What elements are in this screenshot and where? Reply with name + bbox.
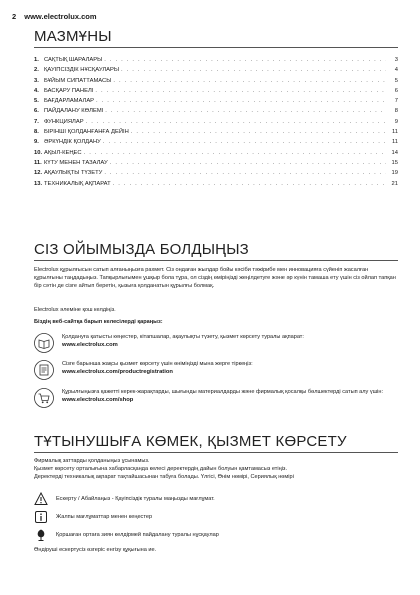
toc-item-page: 15: [391, 159, 398, 166]
toc-item-number: 7.: [34, 118, 39, 125]
header-site[interactable]: www.electrolux.com: [24, 12, 97, 21]
toc-leader-dots: [104, 170, 386, 176]
toc-item-number: 6.: [34, 108, 39, 115]
toc-item-page: 3: [394, 57, 398, 63]
toc-title: МАЗМҰНЫ: [34, 28, 112, 45]
toc-leader-dots: [113, 78, 386, 84]
book-icon: [34, 333, 54, 353]
toc-item-title: ПАЙДАЛАНУ КӨЛЕМІ: [44, 108, 104, 115]
toc-leader-dots: [121, 67, 386, 73]
registration-icon: [34, 360, 54, 380]
toc-item-page: 6: [394, 87, 398, 94]
toc-item-title: БҰЙЫМ СИПАТТАМАСЫ: [44, 77, 112, 84]
toc-item-page: 8: [394, 108, 398, 115]
toc-item-page: 9: [394, 118, 398, 125]
toc-item[interactable]: [34, 181, 398, 191]
toc-leader-dots: [96, 98, 386, 104]
link-url-registration[interactable]: www.electrolux.com/productregistration: [62, 369, 173, 375]
page-header: [12, 12, 97, 21]
toc-item-page: 21: [391, 180, 398, 187]
toc-item[interactable]: [34, 78, 398, 88]
toc-item[interactable]: [34, 119, 398, 129]
link-text-registration: Сізге барынша жақсы қызмет көрсету үшін өніміңізді мына жерге тіркеңіз:: [62, 361, 253, 367]
toc-item-number: 13.: [34, 180, 43, 187]
symbol-row-environment: [34, 528, 219, 542]
toc-item-number: 4.: [34, 87, 39, 94]
link-row-shop: [34, 388, 398, 408]
footer-note: Өндіруші ескертусіз өзгеріс енгізу құқығына ие.: [34, 547, 157, 553]
toc-item-number: 11.: [34, 159, 42, 166]
table-of-contents: [34, 57, 398, 191]
toc-item-page: 5: [394, 77, 398, 84]
toc-item-title: САҚТЫҚ ШАРАЛАРЫ: [44, 57, 103, 63]
toc-item-number: 12.: [34, 170, 43, 177]
service-line-2: Қызмет көрсету орталығына хабарласқанда келесі деректердің дайын болуын қамтамасыз етіңіз.: [34, 466, 288, 472]
toc-item[interactable]: [34, 150, 398, 160]
toc-item-page: 11: [391, 139, 398, 146]
toc-leader-dots: [113, 181, 386, 187]
toc-item-number: 8.: [34, 129, 39, 136]
toc-item-page: 4: [394, 67, 398, 74]
service-line-3: Деректерді техникалық ақпарат тақтайшасынан табуға болады. Үлгісі, Өнім нөмірі, Сериялық нөмірі: [34, 474, 294, 480]
toc-leader-dots: [95, 88, 386, 94]
symbol-text-environment: Қоршаған ортаға зиян келдірмей пайдалану туралы нұсқаулар: [56, 532, 219, 538]
toc-item[interactable]: [34, 139, 398, 149]
symbol-text-info: Жалпы мағлұматтар менен кеңестер: [56, 514, 153, 520]
toc-item-title: ТЕХНИКАЛЫҚ АҚПАРАТ: [44, 180, 111, 187]
toc-item-page: 19: [391, 170, 398, 177]
toc-item-title: БІРІНШІ ҚОЛДАНҒАНҒА ДЕЙІН: [44, 129, 129, 136]
link-url-support[interactable]: www.electrolux.com: [62, 342, 118, 348]
page-number: 2: [12, 12, 17, 21]
toc-item[interactable]: [34, 129, 398, 139]
toc-item-page: 14: [391, 149, 398, 156]
link-url-shop[interactable]: www.electrolux.com/shop: [62, 397, 134, 403]
toc-item[interactable]: [34, 98, 398, 108]
toc-item-title: КҮТУ МЕНЕН ТАЗАЛАУ: [44, 159, 108, 166]
toc-leader-dots: [110, 160, 386, 166]
link-row-registration: [34, 360, 398, 380]
visit-label: Біздің веб-сайтқа барып келесілерді қараңыз:: [34, 319, 163, 325]
toc-item-title: АҚЫЛ-КЕҢЕС: [44, 149, 82, 156]
toc-item[interactable]: [34, 160, 398, 170]
toc-item[interactable]: [34, 108, 398, 118]
link-text-support: Қолдануға қатысты кеңестер, кітапшалар, ақаулықты түзету, қызмет көрсету туралы ақпарат:: [62, 334, 304, 340]
toc-item[interactable]: [34, 88, 398, 98]
toc-item-page: 11: [391, 129, 398, 136]
toc-item-number: 10.: [34, 149, 43, 156]
toc-rule: [34, 47, 398, 48]
welcome-text: Electrolux әлеміне қош келдіңіз.: [34, 307, 116, 313]
toc-item[interactable]: [34, 170, 398, 180]
toc-item-number: 5.: [34, 98, 39, 105]
intro-rule: [34, 260, 398, 261]
symbol-row-info: [34, 510, 152, 524]
toc-leader-dots: [103, 139, 386, 145]
service-rule: [34, 452, 398, 453]
toc-item[interactable]: [34, 57, 398, 67]
toc-leader-dots: [131, 129, 386, 135]
toc-item[interactable]: [34, 67, 398, 77]
toc-item-page: 7: [394, 98, 398, 105]
toc-item-number: 3.: [34, 77, 39, 84]
toc-item-number: 9.: [34, 139, 39, 146]
toc-item-number: 1.: [34, 57, 39, 63]
toc-item-title: БАСҚАРУ ПАНЕЛІ: [44, 87, 94, 94]
link-row-support: [34, 333, 398, 353]
toc-leader-dots: [86, 119, 386, 125]
toc-item-title: ӘРКҮНДІК ҚОЛДАНУ: [44, 139, 101, 146]
toc-item-title: АҚАУЛЫҚТЫ ТҮЗЕТУ: [44, 170, 103, 177]
service-title: ТҰТЫНУШЫҒА КӨМЕК, ҚЫЗМЕТ КӨРСЕТУ: [34, 433, 347, 450]
warning-triangle-icon: [34, 492, 48, 506]
toc-item-number: 2.: [34, 67, 39, 74]
service-line-1: Фирмалық заттарды қолданыңыз ұсынамыз.: [34, 458, 150, 464]
toc-leader-dots: [105, 108, 386, 114]
toc-item-title: БАҒДАРЛАМАЛАР: [44, 98, 95, 105]
recycle-tree-icon: [34, 528, 48, 542]
toc-item-title: ФУНКЦИЯЛАР: [44, 118, 84, 125]
symbol-text-warning: Ескерту / Абайлаңыз - Қауіпсіздік туралы маңызды мағлұмат.: [56, 496, 215, 502]
info-icon: [34, 510, 48, 524]
shopping-cart-icon: [34, 388, 54, 408]
toc-leader-dots: [84, 150, 386, 156]
toc-item-title: ҚАУІПСІЗДІК НҰСҚАУЛАРЫ: [44, 67, 120, 74]
toc-leader-dots: [104, 57, 386, 63]
symbol-row-warning: [34, 492, 215, 506]
intro-title: СІЗ ОЙЫМЫЗДА БОЛДЫҢЫЗ: [34, 241, 249, 258]
link-text-shop: Құрылғыңызға қажетті керек-жарақтарды, шығынды материалдарды және фирмалық қосалқы бөлшектерді сатып алу үшін:: [62, 389, 384, 395]
intro-paragraph: Electrolux құрылғысын сатып алғаныңызға рахмет. Сіз ондаған жылдар бойы кәсіби тәжірибе мен инновацияға сүйеніп жасалған құрылғыны таңдадыңыз. Тапқырлығымен ұшқыр бола тұра, ол сіздің өміріңізді жеңілдетуге және әр күнін тамаша ету үшін сіз ойлап тапқан бір сәтін де сізге айтып беретін, қызыға қолданатын құрылғы болмақ.: [34, 267, 396, 289]
